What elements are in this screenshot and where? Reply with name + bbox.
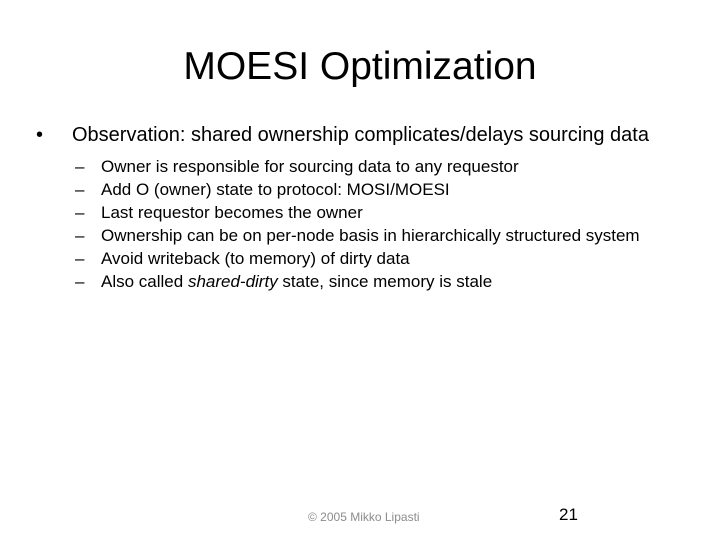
sub-bullet-text: Ownership can be on per-node basis in hierarchically structured system [101,226,640,245]
sub-bullet-list [75,158,676,291]
sub-bullet-text [101,273,676,291]
sub-bullet-text: Avoid writeback (to memory) of dirty data [101,249,410,268]
page-number: 21 [559,505,578,524]
sub-bullet-text-end: state, since memory is stale [277,272,493,291]
dash-marker: – [75,272,85,291]
sub-bullet-text: Add O (owner) state to protocol: MOSI/MOESI [101,180,450,199]
dash-marker: – [75,157,85,176]
sub-bullet-item [75,250,676,268]
footer-copyright: © 2005 Mikko Lipasti [308,510,420,524]
sub-bullet-text-emphasis: shared-dirty [187,272,278,291]
slide-title: MOESI Optimization [183,45,537,88]
sub-bullet-item [75,181,676,199]
sub-bullet-item [75,227,676,245]
sub-bullet-text-start: Also called [101,272,188,291]
bullet-text: Observation: shared ownership complicates/delays sourcing data [72,124,649,146]
dash-marker: – [75,226,85,245]
sub-bullet-item [75,158,676,176]
sub-bullet-item [75,204,676,222]
dash-marker: – [75,249,85,268]
dash-marker: – [75,203,85,222]
bullet-list [36,126,676,296]
dash-marker: – [75,180,85,199]
bullet-item [36,126,676,145]
sub-bullet-text: Last requestor becomes the owner [101,203,363,222]
sub-bullet-text: Owner is responsible for sourcing data to any requestor [101,157,519,176]
sub-bullet-item [75,273,676,291]
bullet-marker: • [36,124,44,146]
